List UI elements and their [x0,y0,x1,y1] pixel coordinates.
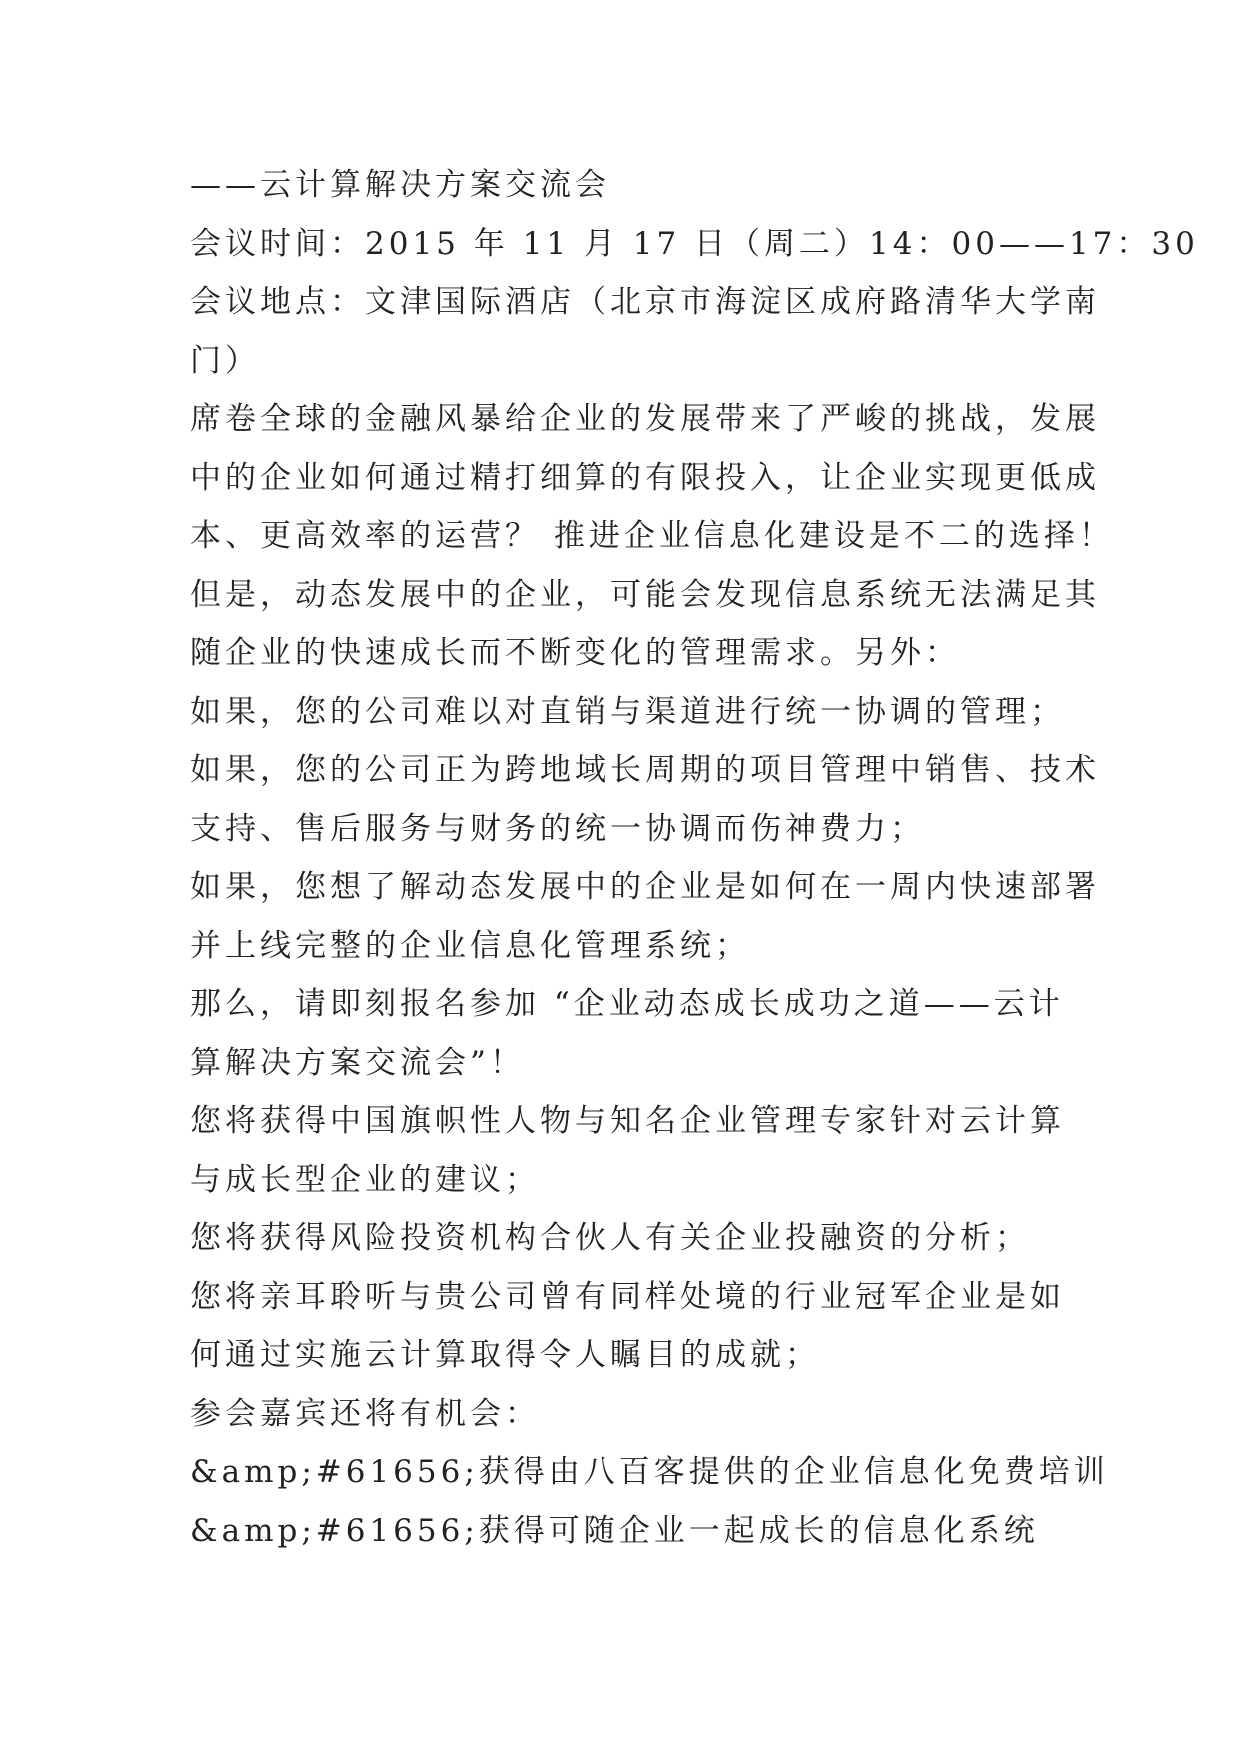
meeting-location-line: 会议地点：文津国际酒店（北京市海淀区成府路清华大学南 [190,284,1100,320]
paragraph-line: 与成长型企业的建议； [190,1161,540,1198]
subtitle-line: ——云计算解决方案交流会 [190,167,610,203]
paragraph-line: 但是，动态发展中的企业，可能会发现信息系统无法满足其 [190,576,1100,613]
paragraph-line: 您将获得风险投资机构合伙人有关企业投融资的分析； [190,1220,1030,1256]
paragraph-line: 中的企业如何通过精打细算的有限投入，让企业实现更低成 [190,459,1100,496]
paragraph-line: 那么，请即刻报名参加 “企业动态成长成功之道——云计 [190,986,1064,1022]
paragraph-line: 参会嘉宾还将有机会： [190,1395,540,1432]
meeting-location-line-cont: 门） [190,342,260,379]
paragraph-line: 何通过实施云计算取得令人瞩目的成就； [190,1337,820,1373]
bullet-line: &amp;#61656;获得可随企业一起成长的信息化系统 [190,1512,1039,1549]
paragraph-line: 如果，您的公司难以对直销与渠道进行统一协调的管理； [190,693,1065,730]
paragraph-line: 如果，您的公司正为跨地域长周期的项目管理中销售、技术 [190,752,1100,788]
paragraph-line: 支持、售后服务与财务的统一协调而伤神费力； [190,810,925,847]
paragraph-line: 如果，您想了解动态发展中的企业是如何在一周内快速部署 [190,869,1100,905]
paragraph-line: 您将获得中国旗帜性人物与知名企业管理专家针对云计算 [190,1103,1065,1139]
paragraph-line: 席卷全球的金融风暴给企业的发展带来了严峻的挑战，发展 [190,401,1100,437]
bullet-line: &amp;#61656;获得由八百客提供的企业信息化免费培训 [190,1454,1109,1490]
paragraph-line: 本、更高效率的运营？ 推进企业信息化建设是不二的选择！ [190,518,1114,554]
paragraph-line: 您将亲耳聆听与贵公司曾有同样处境的行业冠军企业是如 [190,1278,1065,1315]
meeting-time-line: 会议时间：2015 年 11 月 17 日（周二）14：00——17：30 [190,225,1199,262]
document-body [190,156,1199,1560]
paragraph-line: 算解决方案交流会”！ [190,1044,525,1081]
paragraph-line: 随企业的快速成长而不断变化的管理需求。另外： [190,635,960,671]
paragraph-line: 并上线完整的企业信息化管理系统； [190,927,750,964]
